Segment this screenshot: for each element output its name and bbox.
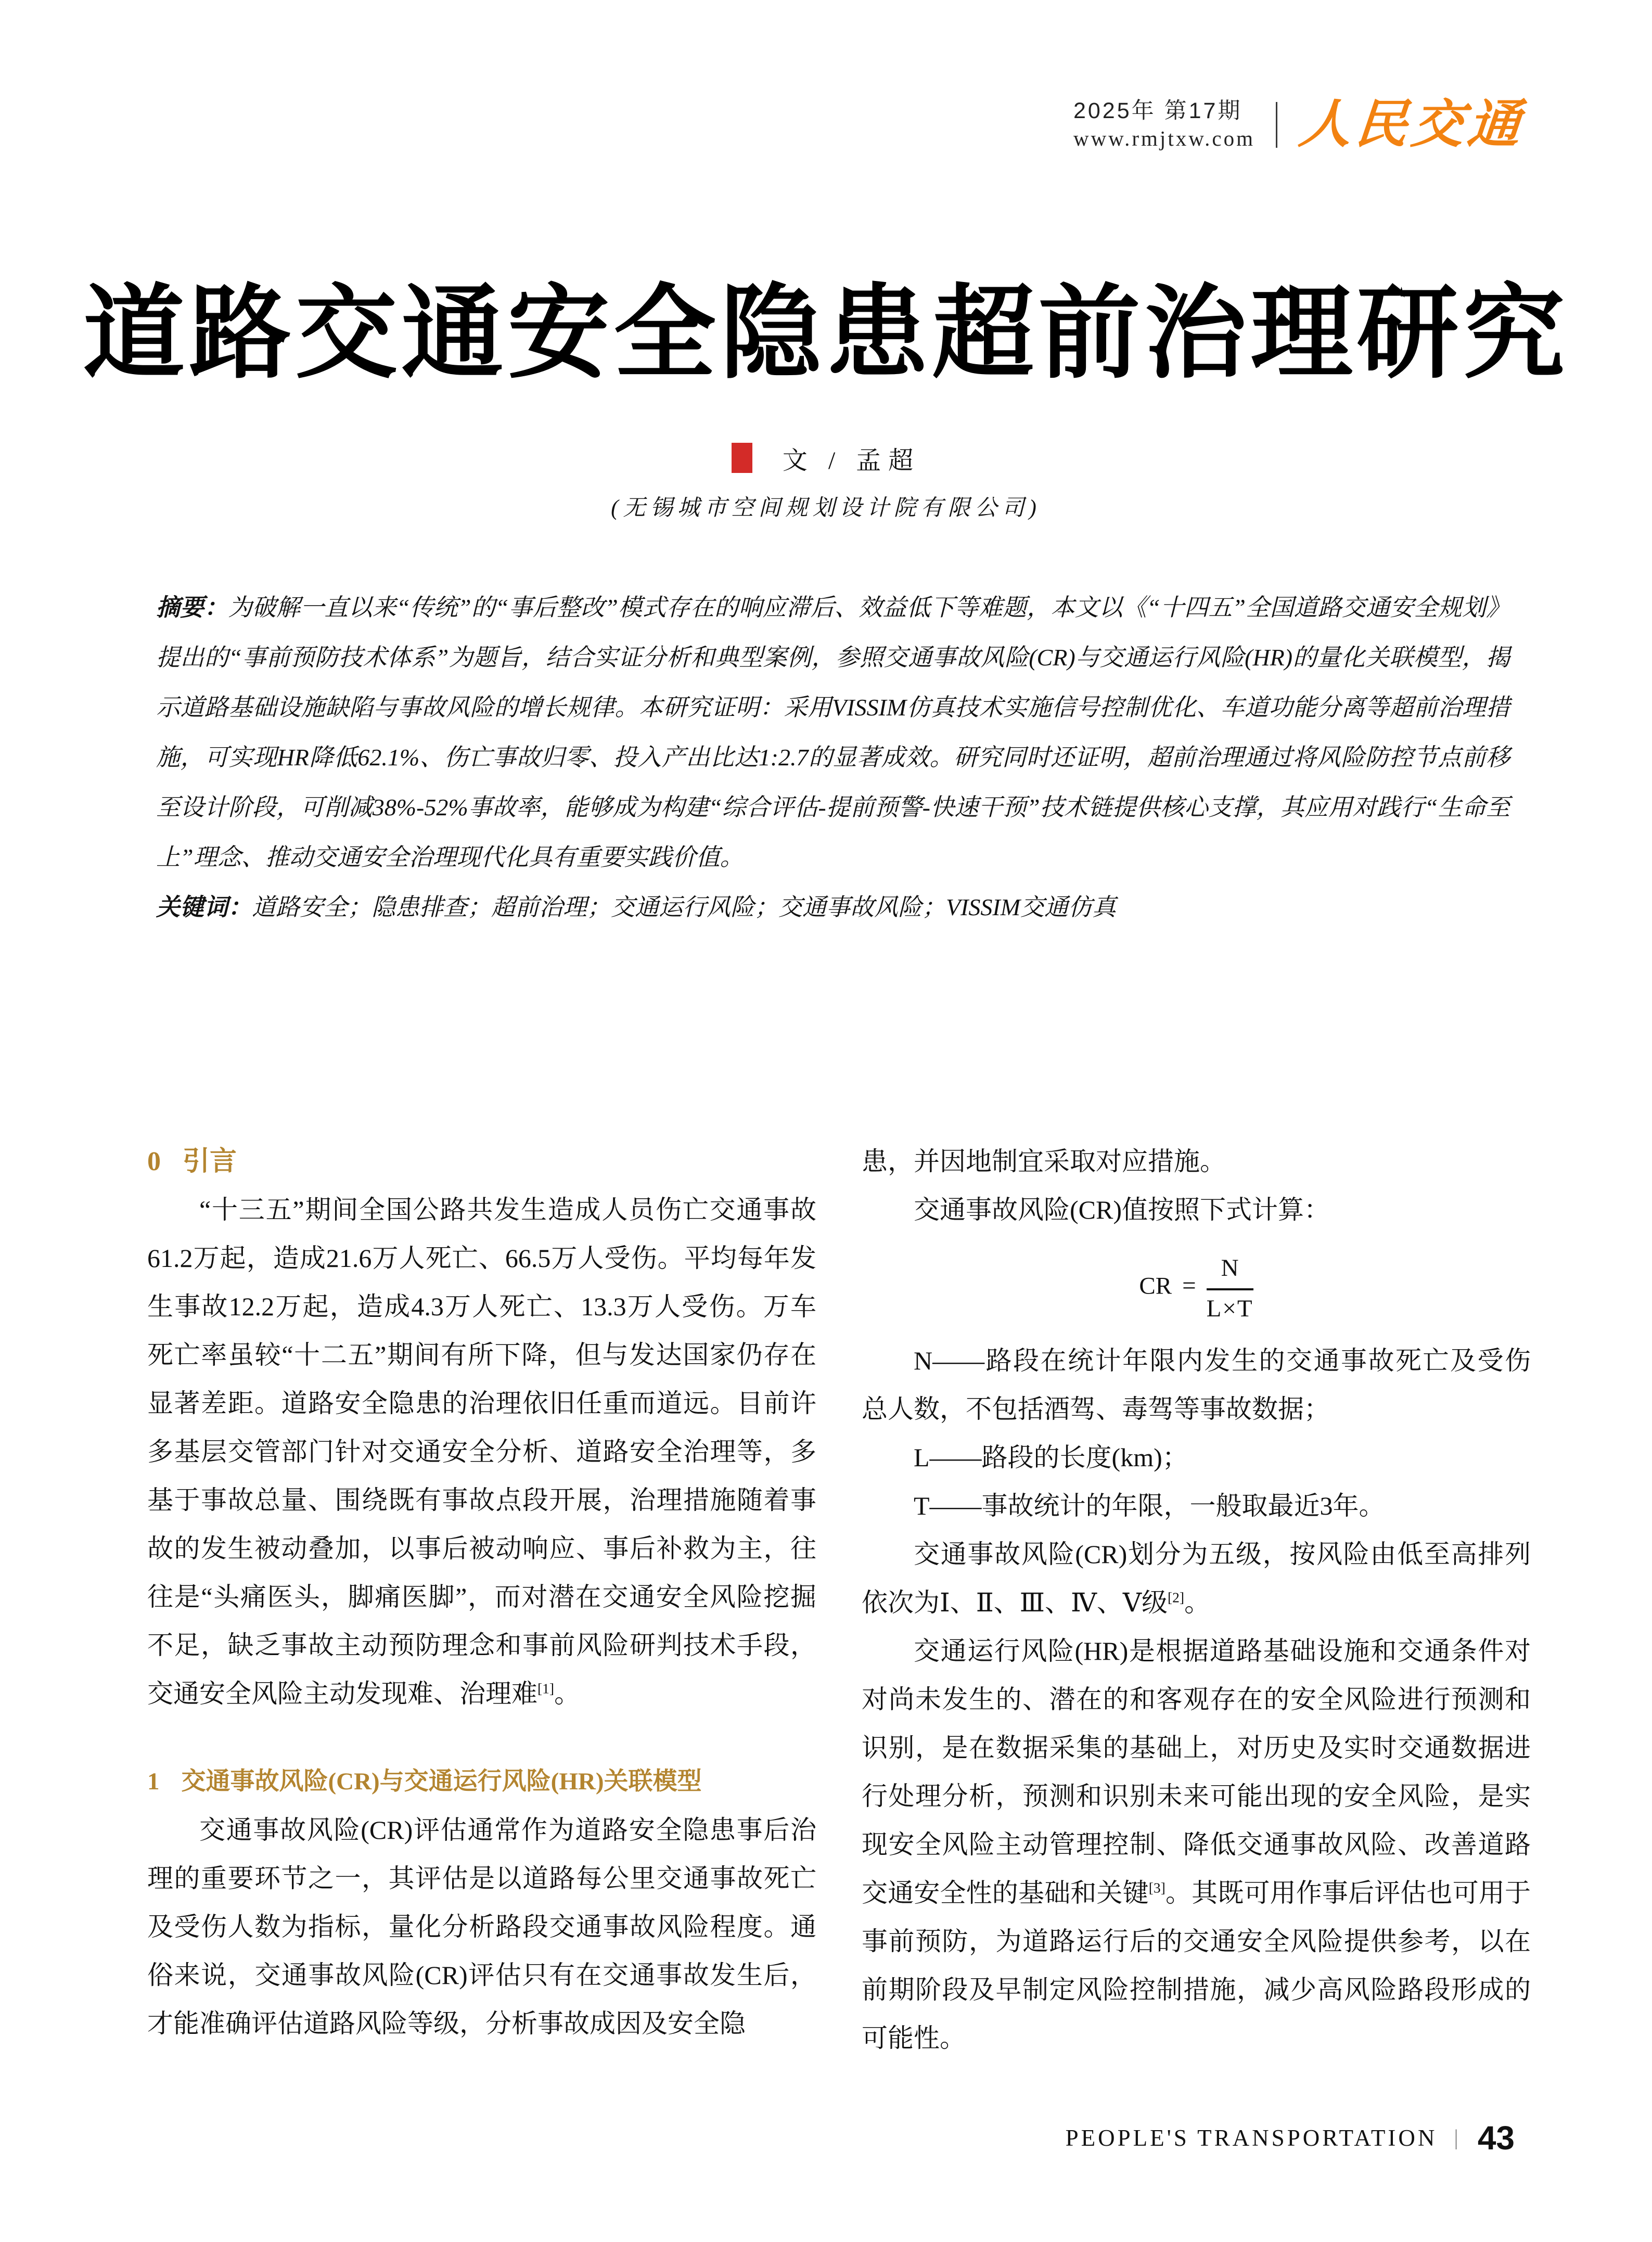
- abstract-paragraph: [156, 583, 1510, 882]
- definition-l: L——路段的长度(km)；: [914, 1443, 1188, 1472]
- continuation-paragraph: 患，并因地制宜采取对应措施。: [862, 1147, 1226, 1176]
- hr-paragraph-text: 交通运行风险(HR)是根据道路基础设施和交通条件对对尚未发生的、潜在的和客观存在的安全风险进行预测和识别，是在数据采集的基础上，对历史及实时交通数据进行处理分析，预测和识别未来可能出现的安全风险，是实现安全风险主动管理控制、降低交通事故风险、改善道路交通安全性的基础和关键: [862, 1636, 1531, 1908]
- levels-paragraph-tail: 。: [1184, 1588, 1211, 1618]
- levels-paragraph: [862, 1530, 1531, 1627]
- website-url: www.rmjtxw.com: [1073, 126, 1255, 150]
- issue-block: [1073, 99, 1255, 150]
- right-column: [862, 1137, 1531, 2062]
- byline-text: 文 / 孟超: [782, 447, 921, 475]
- article-title: 道路交通安全隐患超前治理研究: [83, 278, 1569, 391]
- formula-equals: =: [1182, 1272, 1196, 1300]
- definition-n: N——路段在统计年限内发生的交通事故死亡及受伤总人数，不包括酒驾、毒驾等事故数据；: [862, 1346, 1531, 1424]
- cr-formula: [862, 1254, 1531, 1322]
- formula-intro-paragraph: 交通事故风险(CR)值按照下式计算：: [914, 1195, 1330, 1224]
- keywords-paragraph: [156, 882, 1510, 932]
- issue-line: 2025年 第17期: [1073, 98, 1243, 124]
- intro-paragraph-tail: 。: [554, 1679, 581, 1708]
- reference-mark-3: [3]: [1148, 1879, 1166, 1896]
- red-square-marker: [732, 443, 752, 473]
- footer-page-number: 43: [1477, 2119, 1515, 2157]
- reference-mark-1: [1]: [537, 1680, 555, 1697]
- section-number: 0: [147, 1147, 161, 1176]
- section-title: 交通事故风险(CR)与交通运行风险(HR)关联模型: [181, 1768, 702, 1795]
- abstract-text: 为破解一直以来“传统”的“事后整改”模式存在的响应滞后、效益低下等难题，本文以《“十四五”全国道路交通安全规划》提出的“事前预防技术体系”为题旨，结合实证分析和典型案例，参照交通事故风险(CR)与交通运行风险(HR)的量化关联模型，揭示道路基础设施缺陷与事故风险的增长规律。本研究证明：采用VISSIM仿真技术实施信号控制优化、车道功能分离等超前治理措施，可实现HR降低62.1%、伤亡事故归零、投入产出比达1:2.7的显著成效。研究同时还证明，超前治理通过将风险防控节点前移至设计阶段，可削减38%-52%事故率，能够成为构建“综合评估-提前预警-快速干预”技术链提供核心支撑，其应用对践行“生命至上”理念、推动交通安全治理现代化具有重要实践价值。: [156, 594, 1510, 870]
- hr-paragraph: [862, 1627, 1531, 2062]
- cr-paragraph: 交通事故风险(CR)评估通常作为道路安全隐患事后治理的重要环节之一，其评估是以道路每公里交通事故死亡及受伤人数为指标，量化分析路段交通事故风险程度。通俗来说，交通事故风险(CR)评估只有在交通事故发生后，才能准确评估道路风险等级，分析事故成因及安全隐: [147, 1815, 816, 2038]
- formula-numerator: N: [1207, 1254, 1253, 1290]
- journal-logo: 人民交通: [1297, 96, 1527, 153]
- formula-lhs: CR: [1139, 1272, 1172, 1300]
- formula-denominator: L×T: [1206, 1295, 1253, 1322]
- keywords-text: 道路安全；隐患排查；超前治理；交通运行风险；交通事故风险；VISSIM交通仿真: [252, 894, 1117, 920]
- footer-journal-name: PEOPLE'S TRANSPORTATION: [1065, 2125, 1438, 2151]
- section-heading-0: [147, 1137, 816, 1186]
- formula-fraction: [1207, 1254, 1253, 1322]
- section-title: 引言: [183, 1147, 237, 1176]
- definition-t: T——事故统计的年限，一般取最近3年。: [914, 1491, 1385, 1521]
- reference-mark-2: [2]: [1168, 1589, 1185, 1606]
- byline: [0, 440, 1652, 476]
- affiliation: (无锡城市空间规划设计院有限公司): [611, 496, 1041, 520]
- footer-divider: |: [1454, 2126, 1461, 2150]
- hr-paragraph-tail: 。其既可用作事后评估也可用于事前预防，为道路运行后的交通安全风险提供参考，以在前期阶段及早制定风险控制措施，减少高风险路段形成的可能性。: [862, 1878, 1531, 2053]
- abstract-section: [156, 583, 1510, 932]
- keywords-label: 关键词：: [156, 894, 252, 920]
- masthead: [1073, 96, 1527, 153]
- abstract-label: 摘要：: [156, 594, 228, 621]
- page-footer: [1066, 2119, 1515, 2157]
- left-column: [147, 1137, 816, 2048]
- masthead-divider: [1276, 102, 1277, 148]
- section-number: 1: [147, 1768, 160, 1795]
- section-heading-1: [147, 1758, 816, 1806]
- intro-paragraph-text: “十三五”期间全国公路共发生造成人员伤亡交通事故61.2万起，造成21.6万人死亡、66.5万人受伤。平均每年发生事故12.2万起，造成4.3万人死亡、13.3万人受伤。万车死亡率虽较“十二五”期间有所下降，但与发达国家仍存在显著差距。道路安全隐患的治理依旧任重而道远。目前许多基层交管部门针对交通安全分析、道路安全治理等，多基于事故总量、围绕既有事故点段开展，治理措施随着事故的发生被动叠加，以事后被动响应、事后补救为主，往往是“头痛医头，脚痛医脚”，而对潜在交通安全风险挖掘不足，缺乏事故主动预防理念和事前风险研判技术手段，交通安全风险主动发现难、治理难: [147, 1195, 816, 1708]
- levels-paragraph-text: 交通事故风险(CR)划分为五级，按风险由低至高排列依次为Ⅰ、Ⅱ、Ⅲ、Ⅳ、Ⅴ级: [862, 1540, 1531, 1618]
- intro-paragraph: [147, 1186, 816, 1718]
